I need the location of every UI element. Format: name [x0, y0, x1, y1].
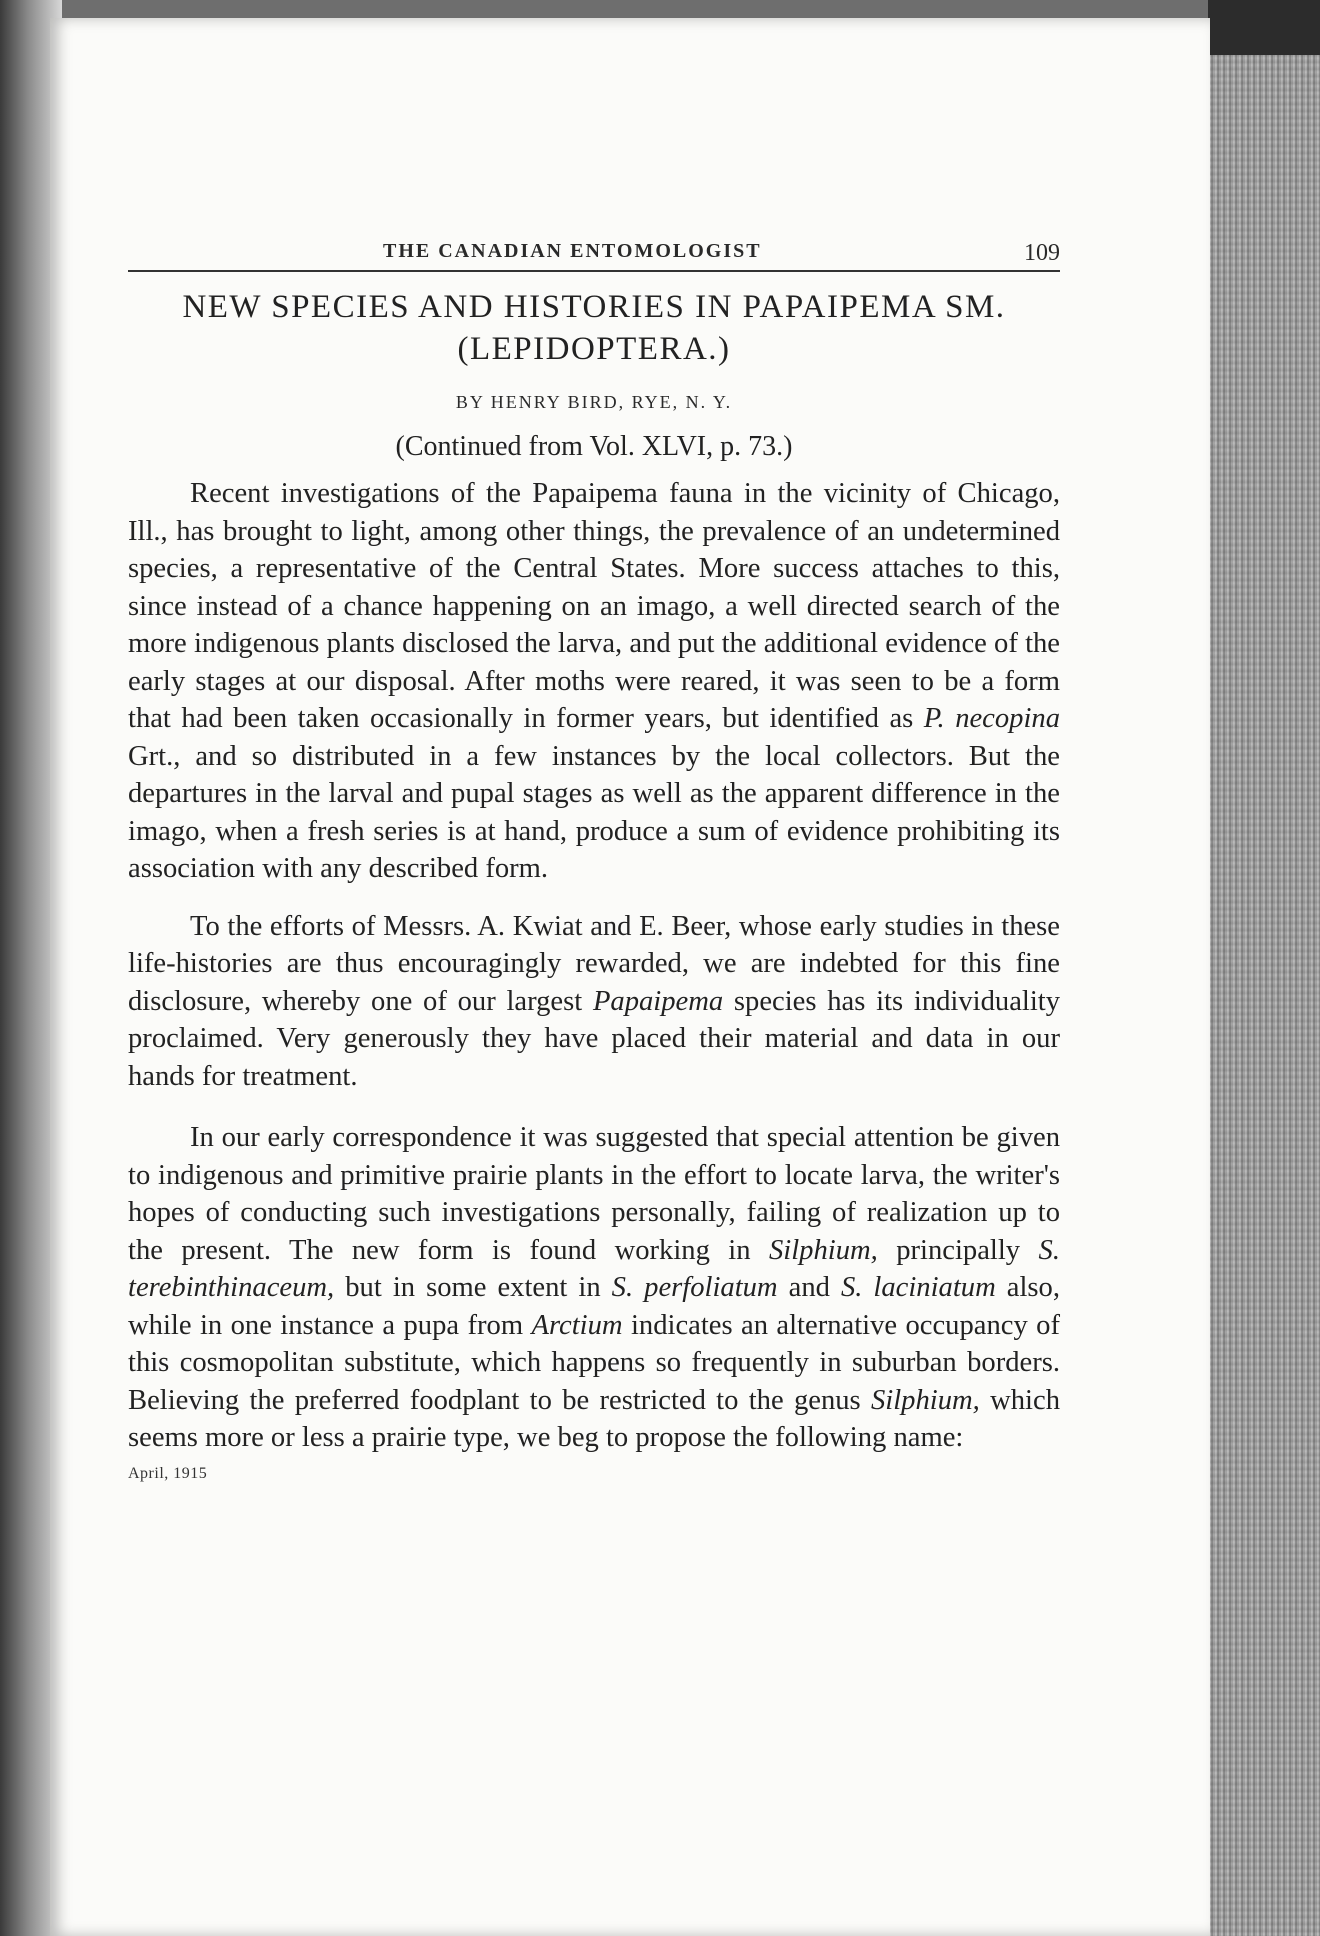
article-title-line1: NEW SPECIES AND HISTORIES IN PAPAIPEMA SM.	[182, 289, 1006, 325]
paragraph-1-text-a: Recent investigations of the Papaipema fauna in the vicinity of Chicago, Ill., has brought to light, among other things, the prevalence of an undetermined species, a representative of the Central States. More success attaches to this, since instead of a chance happening on an imago, a well directed search of the more indigenous plants disclosed the larva, and put the additional evidence of the early stages at our disposal. After moths were reared, it was seen to be a form that had been taken occasionally in former years, but identified as	[128, 478, 1060, 734]
paragraph-1-text-c: Grt., and so distributed in a few instances by the local collectors. But the departures in the larval and pupal stages as well as the apparent difference in the imago, when a fresh series is at hand, produce a sum of evidence prohibiting its association with any described form.	[128, 740, 1060, 884]
paragraph-3	[128, 1119, 1060, 1457]
page-content	[128, 240, 1060, 1483]
paragraph-2-italic-b: Papaipema	[592, 985, 724, 1017]
byline: BY HENRY BIRD, RYE, N. Y.	[455, 392, 733, 412]
article-title	[128, 286, 1060, 370]
paragraph-3-text-a: In our early correspondence it was suggested that special attention be given to indigenous and primitive prairie plants in the effort to locate larva, the writer's hopes of conducting such investigations personally, failing of realization up to the present. The new form is found working in	[128, 1122, 1060, 1266]
paragraph-3-italic-f: S. perfoliatum	[611, 1272, 778, 1303]
journal-title: THE CANADIAN ENTOMOLOGIST	[383, 240, 762, 262]
paragraph-3-italic-b: Silphium,	[768, 1234, 878, 1266]
paragraph-3-italic-d: S. terebinthinaceum,	[128, 1234, 1060, 1303]
paragraph-3-text-i: also, while in one instance a pupa from	[128, 1272, 1060, 1341]
page-edges	[1208, 55, 1320, 1936]
paragraph-2-text-a: To the efforts of Messrs. A. Kwiat and E. Beer, whose early studies in these life-histories are thus encouragingly rewarded, we are indebted for this fine disclosure, whereby one of our largest	[128, 910, 1060, 1017]
paragraph-3-text-e: but in some extent in	[334, 1272, 612, 1303]
paragraph-1-italic-b: P. necopina	[923, 703, 1061, 734]
continued-note: (Continued from Vol. XLVI, p. 73.)	[395, 431, 793, 462]
paragraph-3-italic-l: Silphium,	[870, 1384, 980, 1416]
header-rule	[128, 270, 1060, 272]
page-number: 109	[1024, 240, 1060, 266]
paragraph-2-text-c: species has its individuality proclaimed. Very generously they have placed their material and data in our hands for treatment.	[128, 985, 1061, 1092]
running-head	[128, 240, 1060, 274]
paragraph-3-italic-h: S. laciniatum	[840, 1272, 996, 1303]
article-title-line2: (LEPIDOPTERA.)	[457, 331, 731, 367]
scan-background	[1208, 0, 1320, 60]
paragraph-3-text-g: and	[777, 1272, 841, 1303]
paragraph-3-text-k: indicates an alternative occupancy of this cosmopolitan substitute, which happens so frequently in suburban borders. Believing the preferred foodplant to be restricted to the genus	[128, 1309, 1060, 1416]
paragraph-3-italic-j: Arctium	[531, 1309, 623, 1341]
footer-date: April, 1915	[128, 1464, 208, 1482]
paragraph-3-text-m: which seems more or less a prairie type, we beg to propose the following name:	[128, 1384, 1060, 1453]
paragraph-3-text-c: principally	[877, 1234, 1039, 1266]
paragraph-1	[128, 475, 1060, 888]
paragraph-2	[128, 908, 1060, 1096]
